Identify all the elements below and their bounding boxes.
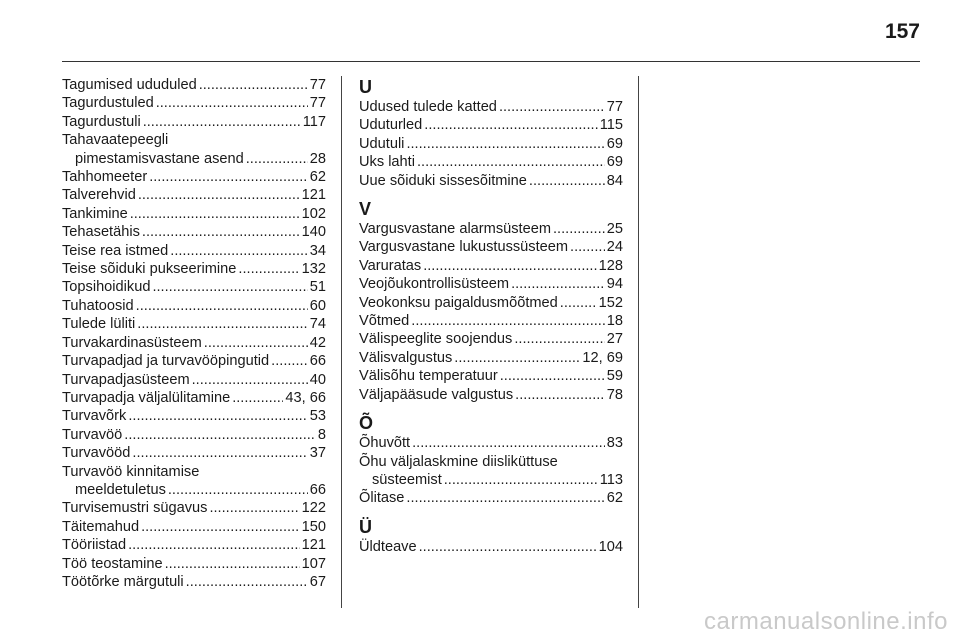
index-entry (359, 257, 623, 275)
index-entry (62, 518, 326, 536)
index-column-1 (62, 76, 326, 591)
index-entry (62, 352, 326, 370)
index-entry (359, 220, 623, 238)
index-term: Veokonksu paigaldusmõõtmed (359, 294, 558, 311)
section-letter: Õ (359, 413, 374, 434)
index-entry (359, 538, 623, 556)
index-page-ref: 62 (606, 490, 623, 507)
index-page-ref: 74 (309, 316, 326, 333)
index-entry (62, 334, 326, 352)
leader-dots (424, 116, 597, 134)
index-entry (62, 205, 326, 223)
leader-dots (152, 278, 307, 296)
leader-dots (170, 242, 308, 260)
index-entry (359, 172, 623, 190)
index-page-ref: 62 (309, 169, 326, 186)
index-page-ref: 140 (301, 224, 326, 241)
leader-dots (142, 223, 300, 241)
index-term: Turvisemustri sügavus (62, 500, 208, 517)
leader-dots (499, 98, 605, 116)
leader-dots (444, 471, 598, 489)
index-subterm: pimestamisvastane asend (75, 150, 244, 167)
index-entry (359, 238, 623, 256)
index-entry (359, 312, 623, 330)
leader-dots (168, 481, 308, 499)
leader-dots (514, 330, 604, 348)
leader-dots (423, 257, 596, 275)
leader-dots (417, 153, 605, 171)
index-page-ref: 66 (309, 353, 326, 370)
index-page-ref: 67 (309, 573, 326, 590)
index-entry (359, 135, 623, 153)
index-term: Turvavõrk (62, 408, 127, 425)
index-page-ref: 27 (606, 331, 623, 348)
leader-dots (124, 426, 316, 444)
index-entry (62, 260, 326, 278)
index-term: Vargusvastane lukustussüsteem (359, 239, 569, 256)
index-term: Õlitase (359, 490, 405, 507)
index-term: Tahavaatepeegli (62, 132, 169, 149)
leader-dots (149, 168, 308, 186)
index-term: Turvapadjad ja turvavööpingutid (62, 353, 270, 370)
leader-dots (246, 150, 308, 168)
index-entry (62, 389, 326, 407)
index-page-ref: 107 (301, 555, 326, 572)
index-term: Turvavöö (62, 426, 123, 443)
index-page-ref: 121 (301, 537, 326, 554)
leader-dots (128, 536, 300, 554)
index-term: Topsihoidikud (62, 279, 151, 296)
leader-dots (186, 573, 308, 591)
leader-dots (137, 315, 307, 333)
index-page-ref: 83 (606, 435, 623, 452)
index-term: Talverehvid (62, 187, 136, 204)
index-page-ref: 28 (309, 150, 326, 167)
leader-dots (209, 499, 299, 517)
index-page-ref: 121 (301, 187, 326, 204)
leader-dots (238, 260, 299, 278)
index-page-ref: 113 (599, 471, 623, 488)
index-entry (359, 116, 623, 134)
index-term: Turvavöö kinnitamise (62, 463, 200, 480)
leader-dots (165, 555, 300, 573)
index-page-ref: 77 (309, 77, 326, 93)
index-entry (62, 499, 326, 517)
index-entry (62, 168, 326, 186)
section-letter: U (359, 77, 372, 97)
index-term: Varuratas (359, 257, 422, 274)
index-term: Turvapadjasüsteem (62, 371, 190, 388)
page-number: 157 (884, 20, 920, 43)
index-page-ref: 18 (606, 313, 623, 330)
leader-dots (143, 113, 301, 131)
index-page-ref: 84 (606, 172, 623, 189)
index-column-2 (359, 76, 623, 556)
index-page-ref: 43, 66 (285, 389, 326, 406)
index-entry (62, 536, 326, 554)
index-page-ref: 34 (309, 242, 326, 259)
index-entry (359, 471, 623, 489)
index-page-ref: 59 (606, 368, 623, 385)
index-entry (62, 444, 326, 462)
index-entry-heading (359, 453, 623, 471)
leader-dots (128, 407, 307, 425)
leader-dots (192, 371, 308, 389)
index-page-ref: 94 (606, 276, 623, 293)
index-page-ref: 104 (598, 538, 623, 555)
index-term: Uduturled (359, 117, 423, 134)
index-term: Veojõukontrollisüsteem (359, 276, 510, 293)
index-entry (62, 371, 326, 389)
index-term: Udutuli (359, 135, 405, 152)
index-term: Tulede lüliti (62, 316, 136, 333)
index-entry (359, 275, 623, 293)
index-page-ref: 37 (309, 445, 326, 462)
leader-dots (232, 389, 283, 407)
leader-dots (419, 538, 597, 556)
index-entry (359, 98, 623, 116)
index-entry (62, 113, 326, 131)
index-term: Tagurdustuled (62, 95, 154, 112)
index-page-ref: 69 (606, 154, 623, 171)
index-term: Tagurdustuli (62, 113, 141, 130)
index-page-ref: 8 (317, 426, 326, 443)
index-page-ref: 66 (309, 481, 326, 498)
index-page-ref: 77 (606, 99, 623, 115)
header-rule (62, 61, 920, 62)
index-term: Tahhomeeter (62, 169, 148, 186)
index-term: Turvapadja väljalülitamine (62, 389, 231, 406)
leader-dots (204, 334, 308, 352)
leader-dots (130, 205, 300, 223)
index-page-ref: 77 (309, 95, 326, 112)
index-page-ref: 122 (301, 500, 326, 517)
index-page-ref: 25 (606, 221, 623, 238)
index-entry (359, 489, 623, 507)
index-entry (62, 186, 326, 204)
index-term: Välisvalgustus (359, 349, 453, 366)
index-entry (359, 386, 623, 404)
index-page-ref: 102 (301, 205, 326, 222)
leader-dots (406, 489, 604, 507)
index-term: Udused tulede katted (359, 99, 497, 115)
index-term: Välisõhu temperatuur (359, 368, 498, 385)
index-term: Õhuvõtt (359, 435, 411, 452)
index-entry (62, 426, 326, 444)
index-entry (62, 297, 326, 315)
index-page-ref: 128 (598, 257, 623, 274)
column-divider (638, 76, 639, 608)
index-page-ref: 12, 69 (582, 349, 623, 366)
leader-dots (141, 518, 300, 536)
index-page-ref: 40 (309, 371, 326, 388)
index-page-ref: 69 (606, 135, 623, 152)
index-entry (62, 223, 326, 241)
index-entry (62, 573, 326, 591)
index-term: Välispeeglite soojendus (359, 331, 513, 348)
index-entry-heading (62, 463, 326, 481)
leader-dots (560, 294, 597, 312)
index-term: Teise rea istmed (62, 242, 169, 259)
section-letter: Ü (359, 516, 372, 537)
index-entry (62, 242, 326, 260)
index-entry (359, 349, 623, 367)
index-term: Uks lahti (359, 154, 415, 171)
index-entry-heading (62, 131, 326, 149)
index-term: Töö teostamine (62, 555, 163, 572)
index-entry (62, 315, 326, 333)
index-entry (62, 555, 326, 573)
index-term: Vargusvastane alarmsüsteem (359, 221, 551, 238)
leader-dots (138, 186, 300, 204)
leader-dots (406, 135, 604, 153)
index-term: Tuhatoosid (62, 297, 134, 314)
index-page-ref: 53 (309, 408, 326, 425)
index-term: Õhu väljalaskmine diisliküttuse (359, 453, 558, 470)
index-term: Tankimine (62, 205, 128, 222)
index-entry (62, 407, 326, 425)
leader-dots (271, 352, 308, 370)
leader-dots (570, 238, 605, 256)
index-subterm: meeldetuletus (75, 481, 166, 498)
index-term: Tehasetähis (62, 224, 140, 241)
index-entry (62, 150, 326, 168)
index-entry (359, 153, 623, 171)
index-page-ref: 24 (606, 239, 623, 256)
section-letter: V (359, 199, 372, 220)
watermark: carmanualsonline.info (704, 608, 948, 635)
leader-dots (411, 312, 604, 330)
index-term: Tagumised ududuled (62, 77, 197, 93)
index-entry (62, 481, 326, 499)
leader-dots (515, 386, 605, 404)
index-entry (62, 94, 326, 112)
index-term: Teise sõiduki pukseerimine (62, 261, 237, 278)
index-term: Tööriistad (62, 537, 127, 554)
leader-dots (454, 349, 580, 367)
leader-dots (412, 434, 605, 452)
leader-dots (529, 172, 605, 190)
index-term: Töötõrke märgutuli (62, 573, 184, 590)
index-page-ref: 115 (599, 117, 623, 134)
leader-dots (132, 444, 307, 462)
index-entry (62, 76, 326, 94)
leader-dots (500, 367, 605, 385)
index-entry (359, 367, 623, 385)
leader-dots (136, 297, 308, 315)
leader-dots (553, 220, 605, 238)
index-page-ref: 60 (309, 297, 326, 314)
index-page-ref: 42 (309, 334, 326, 351)
index-entry (359, 294, 623, 312)
index-term: Täitemahud (62, 518, 140, 535)
leader-dots (511, 275, 605, 293)
index-term: Võtmed (359, 313, 410, 330)
index-entry (359, 330, 623, 348)
index-page-ref: 150 (301, 518, 326, 535)
column-divider (341, 76, 342, 608)
index-term: Uue sõiduki sissesõitmine (359, 172, 527, 189)
index-subterm: süsteemist (372, 471, 442, 488)
index-entry (359, 434, 623, 452)
index-page-ref: 117 (302, 113, 326, 130)
index-page-ref: 132 (301, 261, 326, 278)
leader-dots (156, 94, 308, 112)
leader-dots (199, 76, 308, 94)
index-term: Turvakardinasüsteem (62, 334, 202, 351)
index-page-ref: 78 (606, 386, 623, 403)
index-entry (62, 278, 326, 296)
index-term: Väljapääsude valgustus (359, 386, 514, 403)
index-page-ref: 152 (598, 294, 623, 311)
index-term: Üldteave (359, 538, 417, 555)
index-term: Turvavööd (62, 445, 131, 462)
index-page-ref: 51 (309, 279, 326, 296)
